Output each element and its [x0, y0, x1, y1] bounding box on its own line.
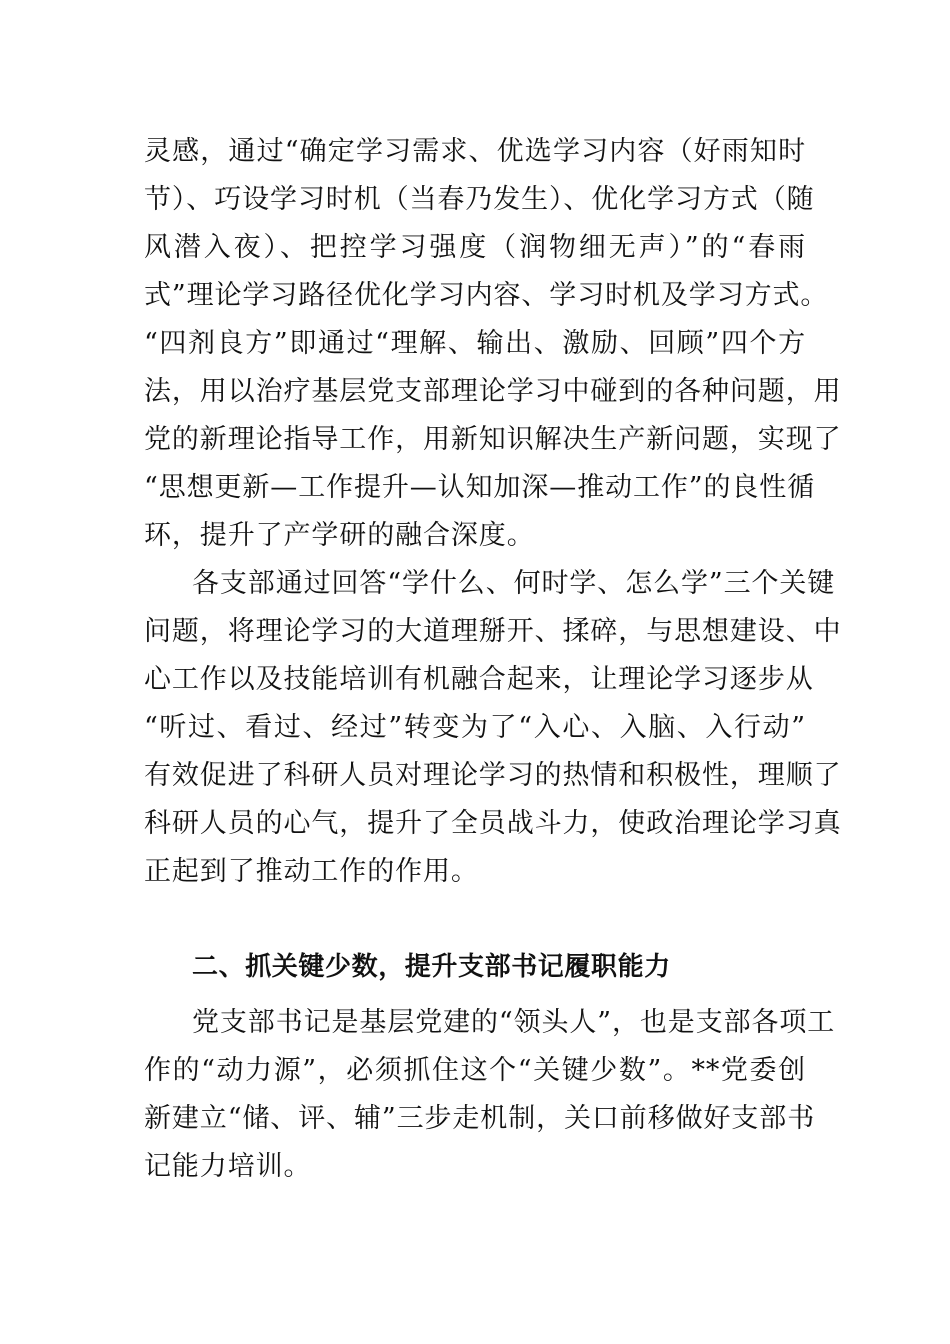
text-line: “思想更新—工作提升—认知加深—推动工作”的良性循 [144, 472, 816, 503]
text-line: 记能力培训。 [144, 1151, 312, 1182]
heading-text: 二、抓关键少数，提升支部书记履职能力 [192, 952, 671, 982]
text-line: 正起到了推动工作的作用。 [144, 856, 479, 887]
text-line: 作的“动力源”，必须抓住这个“关键少数”。**党委创 [144, 1055, 806, 1086]
text-line: 灵感，通过“确定学习需求、优选学习内容（好雨知时 [144, 136, 806, 167]
text-line: 问题，将理论学习的大道理掰开、揉碎，与思想建设、中 [144, 616, 842, 647]
text-line: 各支部通过回答“学什么、何时学、怎么学”三个关键 [192, 568, 836, 599]
text-line: 心工作以及技能培训有机融合起来，让理论学习逐步从 [144, 664, 814, 695]
text-line: 节）、巧设学习时机（当春乃发生）、优化学习方式（随 [144, 184, 815, 215]
text-line: “四剂良方”即通过“理解、输出、激励、回顾”四个方 [144, 328, 806, 359]
text-line: 党的新理论指导工作，用新知识解决生产新问题，实现了 [144, 424, 842, 455]
text-line: 有效促进了科研人员对理论学习的热情和积极性，理顺了 [144, 760, 842, 791]
text-line: 环，提升了产学研的融合深度。 [144, 520, 535, 551]
text-line: 法，用以治疗基层党支部理论学习中碰到的各种问题，用 [144, 376, 842, 407]
text-line: 式”理论学习路径优化学习内容、学习时机及学习方式。 [144, 280, 829, 311]
text-line: “听过、看过、经过”转变为了“入心、入脑、入行动” [144, 712, 806, 743]
text-line: 科研人员的心气，提升了全员战斗力，使政治理论学习真 [144, 808, 842, 839]
text-line: 党支部书记是基层党建的“领头人”，也是支部各项工 [192, 1007, 836, 1038]
text-line: 风潜入夜）、把控学习强度（润物细无声）”的“春雨 [144, 232, 806, 263]
text-line: 新建立“储、评、辅”三步走机制，关口前移做好支部书 [144, 1103, 816, 1134]
